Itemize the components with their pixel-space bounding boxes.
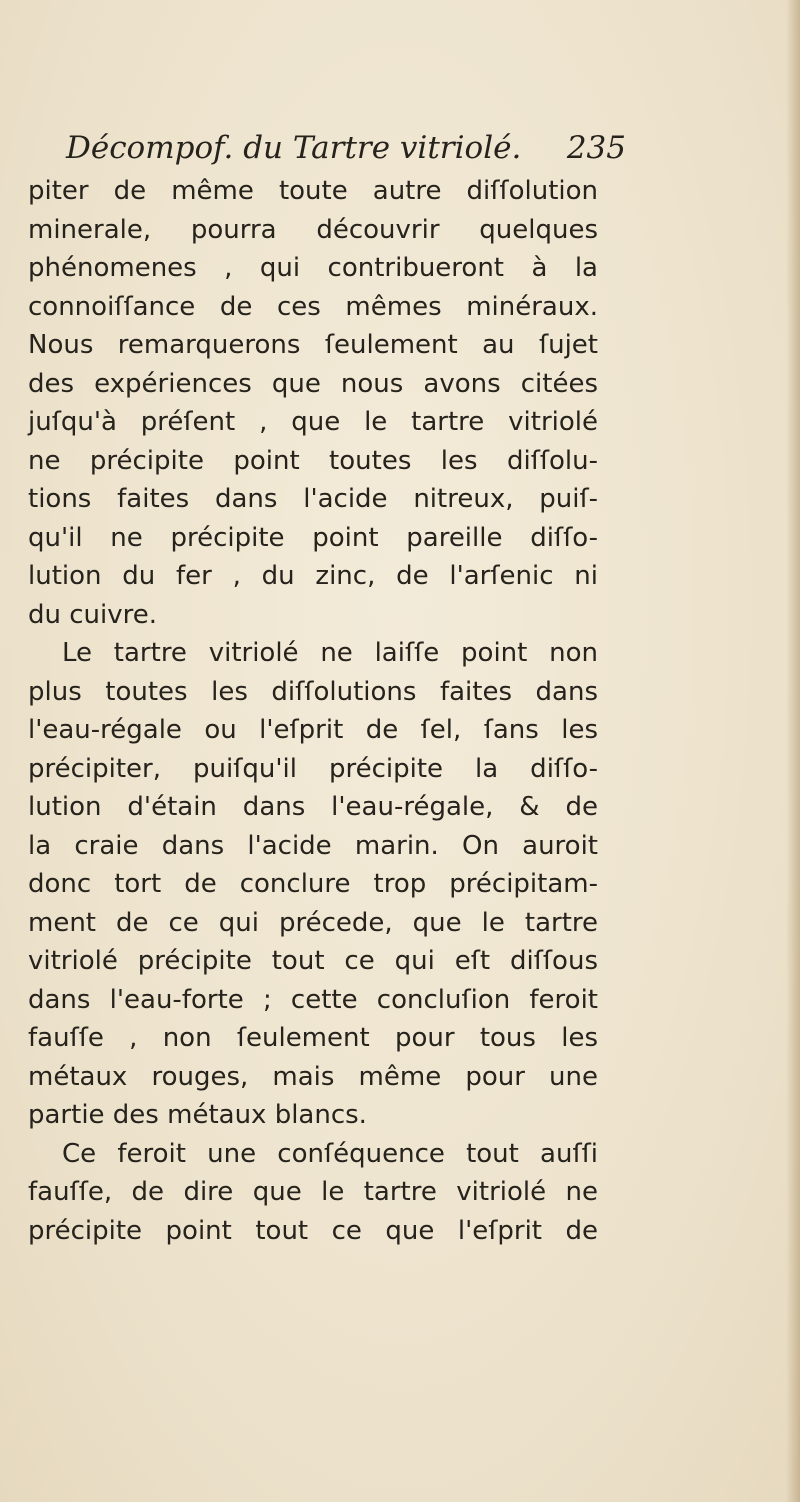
text-line: fauſſe, de dire que le tartre vitriolé ne — [28, 1177, 598, 1207]
text-line: fauſſe , non ſeulement pour tous les — [28, 1023, 598, 1053]
text-line: phénomenes , qui contribueront à la — [28, 253, 598, 283]
text-line: ment de ce qui précede, que le tartre — [28, 907, 598, 938]
text-line: partie des métaux blancs. — [28, 1100, 367, 1130]
text-line: ne précipite point toutes les diſſolu- — [28, 445, 598, 476]
text-line: connoiſſance de ces mêmes minéraux. — [28, 291, 598, 322]
text-line: qu'il ne précipite point pareille diſſo- — [28, 522, 598, 553]
running-head-title: Décompof. du Tartre vitriolé. — [66, 130, 522, 166]
page-edge-shadow — [786, 0, 800, 1502]
text-line: dans l'eau-forte ; cette concluſion feroit — [28, 984, 598, 1015]
text-line: précipite point tout ce que l'eſprit de — [28, 1215, 598, 1246]
text-line: plus toutes les diſſolutions faites dans — [28, 676, 598, 707]
text-line: la craie dans l'acide marin. On auroit — [28, 830, 598, 861]
text-line: des expériences que nous avons citées — [28, 368, 598, 399]
text-line: vitriolé précipite tout ce qui eſt diſſous — [28, 946, 598, 976]
text-line: Nous remarquerons ſeulement au ſujet — [28, 330, 598, 360]
text-line: du cuivre. — [28, 599, 158, 630]
text-line: tions faites dans l'acide nitreux, puiſ- — [28, 484, 598, 514]
text-line: précipiter, puiſqu'il précipite la diſſo- — [28, 753, 598, 784]
body-text — [28, 172, 598, 1250]
page-number: 235 — [566, 130, 626, 166]
text-line: juſqu'à préſent , que le tartre vitriolé — [28, 407, 598, 437]
text-line: piter de même toute autre diſſolution — [28, 176, 598, 206]
text-line: l'eau-régale ou l'eſprit de ſel, ſans les — [28, 715, 598, 745]
text-line: donc tort de conclure trop précipitam- — [28, 869, 598, 899]
text-line: Ce feroit une conſéquence tout auſſi — [62, 1138, 598, 1169]
text-line: Le tartre vitriolé ne laiſſe point non — [62, 638, 598, 668]
text-line: lution du fer , du zinc, de l'arſenic ni — [28, 561, 598, 591]
text-line: lution d'étain dans l'eau-régale, & de — [28, 792, 598, 822]
running-head — [66, 130, 626, 176]
text-line: minerale, pourra découvrir quelques — [28, 214, 598, 245]
text-line: métaux rouges, mais même pour une — [28, 1061, 598, 1092]
